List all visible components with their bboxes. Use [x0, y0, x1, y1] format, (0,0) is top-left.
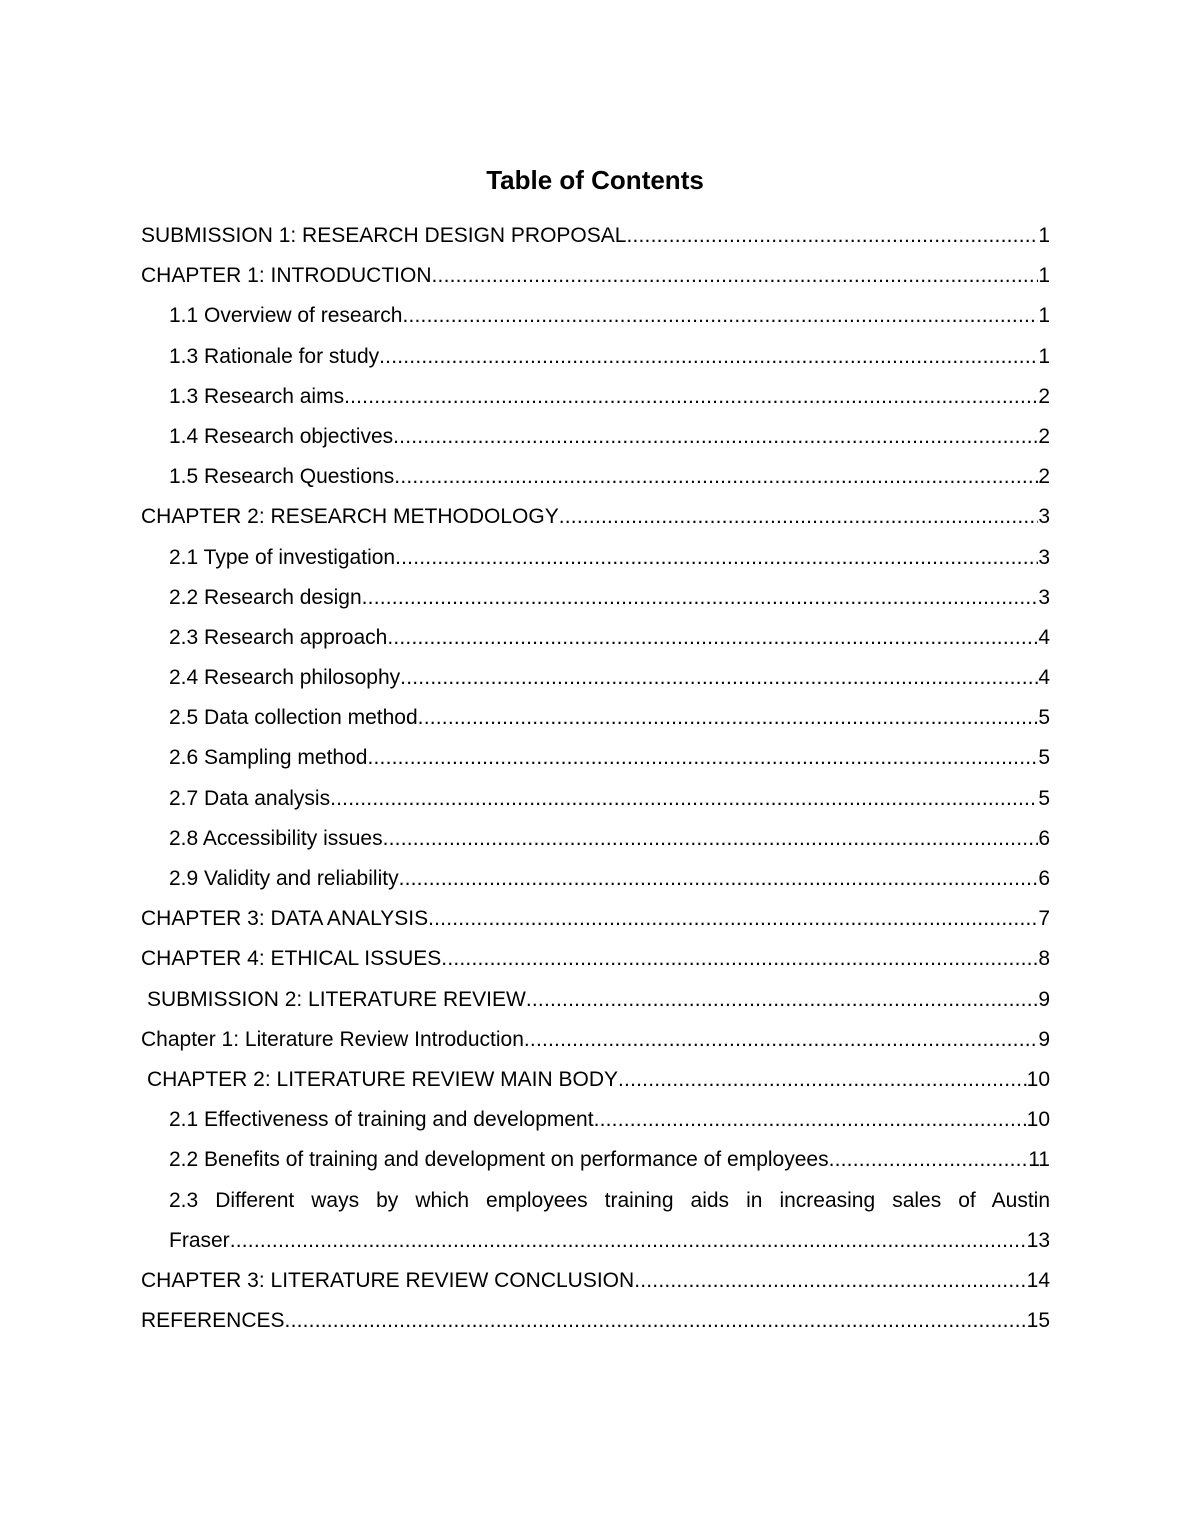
toc-entry-label: 1.4 Research objectives — [169, 424, 394, 448]
toc-page-number: 3 — [1038, 545, 1050, 569]
toc-entry[interactable] — [141, 337, 1050, 377]
toc-page-number: 10 — [1026, 1067, 1050, 1091]
toc-page-number: 1 — [1038, 224, 1050, 247]
toc-entry-label: 2.7 Data analysis — [169, 786, 331, 810]
toc-dot-leader — [285, 1301, 1027, 1341]
toc-dot-leader — [526, 980, 1038, 1020]
toc-page-number: 13 — [1026, 1228, 1050, 1252]
toc-page-number: 9 — [1038, 1027, 1050, 1051]
toc-page-number: 8 — [1038, 947, 1050, 971]
toc-dot-leader — [432, 256, 1039, 296]
toc-entry-label: 2.2 Research design — [169, 585, 362, 609]
toc-entry-label: 2.3 Research approach — [169, 625, 388, 649]
toc-entry-label: CHAPTER 3: DATA ANALYSIS — [141, 907, 429, 931]
toc-page-number: 10 — [1026, 1108, 1050, 1132]
toc-dot-leader — [344, 377, 1038, 417]
toc-entry[interactable] — [141, 779, 1050, 819]
toc-page-number: 14 — [1026, 1268, 1050, 1292]
toc-page-number: 2 — [1038, 424, 1050, 448]
toc-dot-leader — [399, 859, 1039, 899]
toc-entry-label: 1.1 Overview of research — [169, 304, 403, 328]
toc-entry-label: CHAPTER 4: ETHICAL ISSUES — [141, 947, 442, 971]
toc-dot-leader — [393, 417, 1038, 457]
toc-entry[interactable] — [141, 1221, 1050, 1261]
toc-page-number: 5 — [1038, 706, 1050, 730]
toc-page-number: 1 — [1038, 264, 1050, 288]
toc-dot-leader — [428, 899, 1038, 939]
toc-page-number: 4 — [1038, 666, 1050, 690]
toc-page-number: 5 — [1038, 746, 1050, 770]
toc-entry[interactable] — [141, 859, 1050, 899]
toc-page-number: 6 — [1038, 867, 1050, 890]
toc-entry[interactable] — [141, 658, 1050, 698]
toc-page-number: 6 — [1038, 826, 1050, 850]
toc-dot-leader — [634, 1261, 1026, 1301]
toc-entry[interactable] — [141, 256, 1050, 296]
toc-page-number: 3 — [1038, 505, 1050, 529]
toc-entry-label: 1.3 Rationale for study — [169, 344, 380, 368]
toc-entry[interactable] — [141, 698, 1050, 738]
toc-page-number: 15 — [1026, 1309, 1050, 1333]
toc-entry[interactable] — [141, 1301, 1050, 1341]
toc-entry[interactable] — [141, 377, 1050, 417]
toc-entry-label: CHAPTER 2: RESEARCH METHODOLOGY — [141, 505, 559, 529]
toc-dot-leader — [402, 296, 1038, 336]
toc-entry[interactable] — [141, 538, 1050, 578]
toc-page-number: 1 — [1038, 344, 1050, 368]
toc-entry[interactable] — [141, 457, 1050, 497]
toc-entry[interactable] — [141, 216, 1050, 256]
toc-entry-label: 2.9 Validity and reliability — [169, 867, 399, 890]
toc-entry[interactable] — [141, 1261, 1050, 1301]
toc-list — [141, 216, 1050, 1341]
toc-entry-label: CHAPTER 3: LITERATURE REVIEW CONCLUSION — [141, 1268, 635, 1292]
toc-dot-leader — [441, 939, 1038, 979]
toc-page-number: 3 — [1038, 585, 1050, 609]
toc-entry-label: Fraser — [169, 1228, 230, 1252]
toc-entry-label: 2.5 Data collection method — [169, 706, 418, 730]
toc-page-number: 1 — [1038, 304, 1050, 328]
toc-entry[interactable] — [141, 497, 1050, 537]
toc-entry[interactable] — [141, 417, 1050, 457]
toc-dot-leader — [829, 1140, 1029, 1180]
toc-entry-label: CHAPTER 1: INTRODUCTION — [141, 264, 432, 288]
toc-dot-leader — [362, 578, 1039, 618]
toc-dot-leader — [394, 457, 1038, 497]
toc-entry[interactable] — [141, 819, 1050, 859]
toc-page-number: 2 — [1038, 465, 1050, 489]
toc-entry[interactable] — [141, 618, 1050, 658]
toc-dot-leader — [387, 618, 1038, 658]
toc-entry-label: 2.2 Benefits of training and development on performance of employees — [169, 1148, 829, 1172]
toc-entry[interactable] — [141, 980, 1050, 1020]
toc-page-number: 4 — [1038, 625, 1050, 649]
toc-dot-leader — [230, 1221, 1027, 1261]
toc-entry[interactable] — [141, 1100, 1050, 1140]
toc-entry-label: 1.5 Research Questions — [169, 465, 395, 489]
toc-dot-leader — [367, 738, 1038, 778]
toc-dot-leader — [418, 698, 1039, 738]
toc-page-number: 5 — [1038, 786, 1050, 810]
toc-page-number: 2 — [1038, 384, 1050, 408]
toc-dot-leader — [618, 1060, 1027, 1100]
toc-entry-line — [141, 1181, 1050, 1221]
toc-entry-label: 2.1 Type of investigation — [169, 545, 396, 569]
toc-dot-leader — [524, 1020, 1038, 1060]
toc-dot-leader — [395, 538, 1038, 578]
toc-entry-label: CHAPTER 2: LITERATURE REVIEW MAIN BODY — [147, 1067, 619, 1091]
toc-entry[interactable] — [141, 738, 1050, 778]
toc-entry-label: 2.1 Effectiveness of training and development — [169, 1108, 594, 1132]
toc-entry-label: 2.3 Different ways by which employees training aids in increasing sales of Austin — [169, 1188, 1050, 1212]
toc-entry[interactable] — [141, 1140, 1050, 1180]
toc-entry-label: SUBMISSION 1: RESEARCH DESIGN PROPOSAL — [141, 224, 627, 247]
toc-entry[interactable] — [141, 1020, 1050, 1060]
toc-dot-leader — [400, 658, 1038, 698]
toc-dot-leader — [559, 497, 1039, 537]
toc-entry[interactable] — [141, 899, 1050, 939]
toc-entry-label: SUBMISSION 2: LITERATURE REVIEW — [147, 987, 526, 1011]
toc-page-number: 11 — [1028, 1148, 1050, 1172]
toc-entry[interactable] — [141, 578, 1050, 618]
toc-entry-label: Chapter 1: Literature Review Introduction — [141, 1027, 524, 1051]
toc-entry[interactable] — [141, 296, 1050, 336]
toc-entry-label: 1.3 Research aims — [169, 384, 345, 408]
toc-dot-leader — [379, 337, 1038, 377]
toc-dot-leader — [330, 779, 1038, 819]
toc-title: Table of Contents — [486, 165, 704, 195]
toc-entry[interactable] — [141, 939, 1050, 979]
toc-dot-leader — [383, 819, 1039, 859]
toc-entry-label: 2.4 Research philosophy — [169, 666, 401, 690]
toc-page-number: 7 — [1038, 907, 1050, 931]
toc-page-number: 9 — [1038, 987, 1050, 1011]
toc-entry-label: 2.8 Accessibility issues — [169, 826, 383, 850]
toc-dot-leader — [626, 216, 1038, 256]
toc-dot-leader — [594, 1100, 1027, 1140]
toc-entry[interactable] — [141, 1060, 1050, 1100]
toc-entry-label: REFERENCES — [141, 1309, 285, 1333]
toc-entry-label: 2.6 Sampling method — [169, 746, 368, 770]
